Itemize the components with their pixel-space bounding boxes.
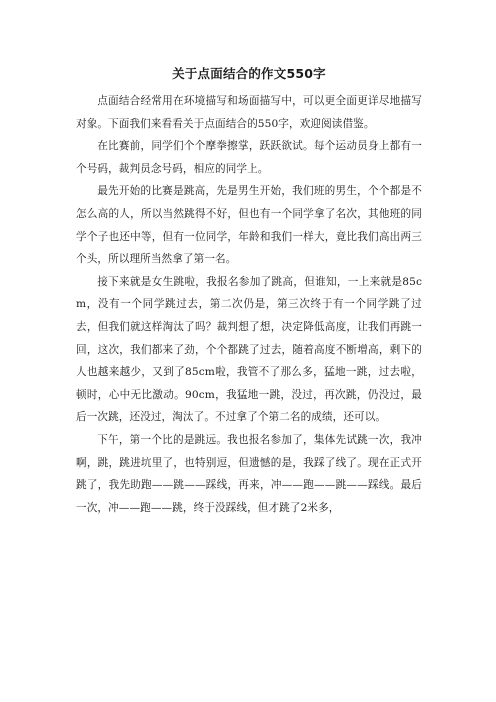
document-title: 关于点面结合的作文550字 xyxy=(172,66,326,81)
paragraph-high-jump-boys: 最先开始的比赛是跳高，先是男生开始，我们班的男生，个个都是不怎么高的人，所以当然跳得不好，但也有一个同学拿了名次，其他班的同学个子也还中等，但有一位同学，年龄和我们一样大，竟比我们高出两三个头，所以理所当然拿了第一名。 xyxy=(76,185,422,266)
paragraph-intro: 点面结合经常用在环境描写和场面描写中，可以更全面更详尽地描写对象。下面我们来看看关于点面结合的550字，欢迎阅读借鉴。 xyxy=(76,95,422,130)
document-page xyxy=(76,64,422,519)
paragraph-high-jump-girls: 接下来就是女生跳啦，我报名参加了跳高，但谁知，一上来就是85cm，没有一个同学跳过去，第二次仍是，第三次终于有一个同学跳了过去，但我们就这样淘汰了吗？裁判想了想，决定降低高度，让我们再跳一回，这次，我们都来了劲，个个都跳了过去，随着高度不断增高，剩下的人也越来越少，又到了85cm啦，我管不了那么多，猛地一跳，过去啦，顿时，心中无比激动。90cm，我猛地一跳，没过，再次跳，仍没过，最后一次跳，还没过，淘汰了。不过拿了个第二名的成绩，还可以。 xyxy=(76,275,422,424)
paragraph-before-race: 在比赛前，同学们个个摩拳擦掌，跃跃欲试。每个运动员身上都有一个号码，裁判员念号码，相应的同学上。 xyxy=(76,140,422,175)
paragraph-long-jump: 下午，第一个比的是跳远。我也报名参加了，集体先试跳一次，我冲啊，跳，跳进坑里了，也特别逗，但遗憾的是，我踩了线了。现在正式开跳了，我先助跑——跳——踩线，再来，冲——跑——跳——踩线。最后一次，冲——跑——跳，终于没踩线，但才跳了2米多， xyxy=(76,433,422,514)
